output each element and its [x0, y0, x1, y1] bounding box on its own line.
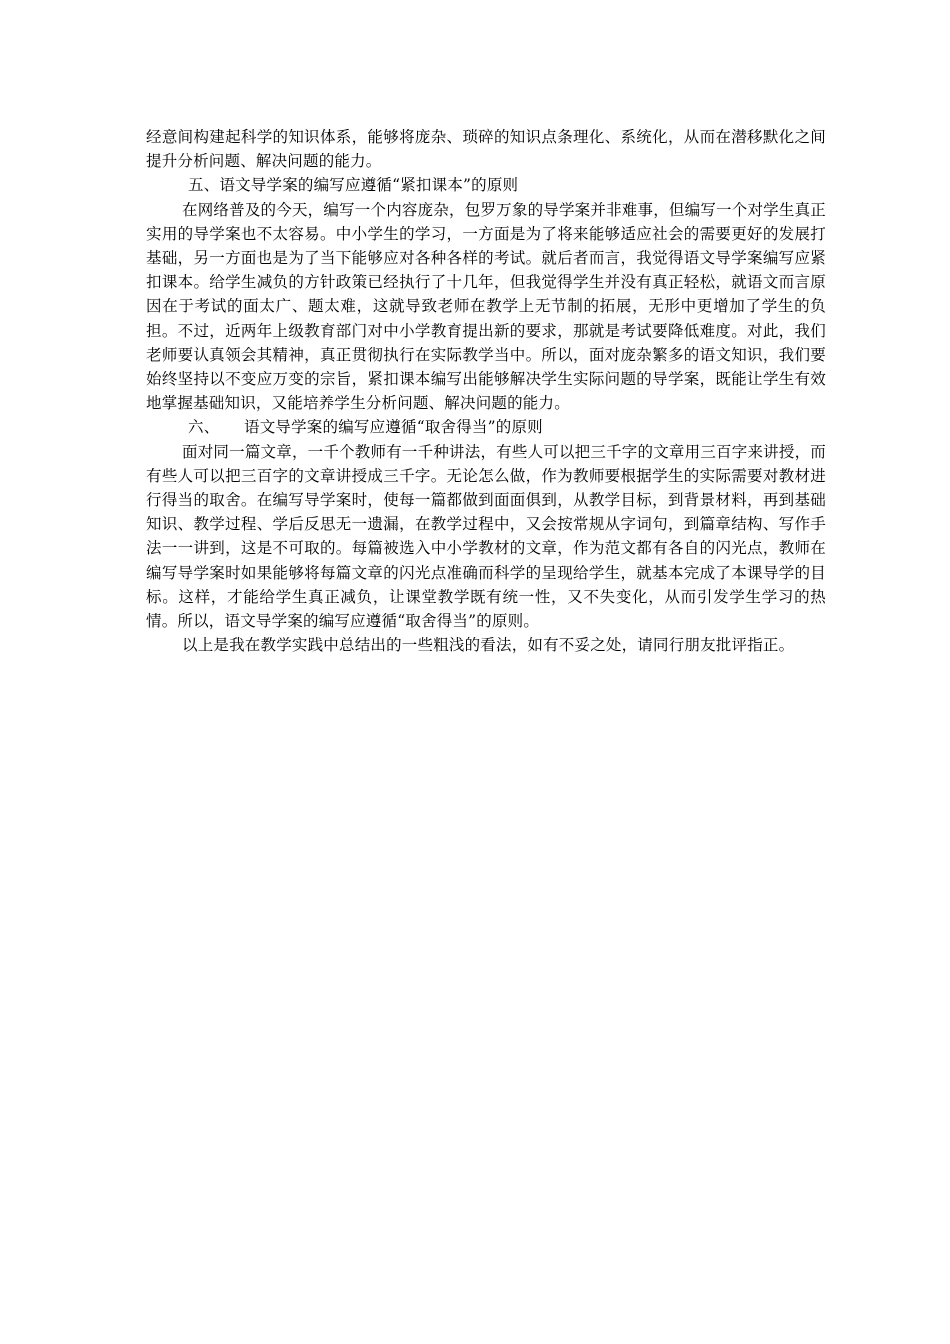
- paragraph-section-5: 在网络普及的今天，编写一个内容庞杂，包罗万象的导学案并非难事，但编写一个对学生真正实用的导学案也不太容易。中小学生的学习，一方面是为了将来能够适应社会的需要更好的发展打基础，另一方面也是为了当下能够应对各种各样的考试。就后者而言，我觉得语文导学案编写应紧扣课本。给学生减负的方针政策已经执行了十几年，但我觉得学生并没有真正轻松，就语文而言原因在于考试的面太广、题太难，这就导致老师在教学上无节制的拓展，无形中更增加了学生的负担。不过，近两年上级教育部门对中小学教育提出新的要求，那就是考试要降低难度。对此，我们老师要认真领会其精神，真正贯彻执行在实际教学当中。所以，面对庞杂繁多的语文知识，我们要始终坚持以不变应万变的宗旨，紧扣课本编写出能够解决学生实际问题的导学案，既能让学生有效地掌握基础知识，又能培养学生分析问题、解决问题的能力。: [146, 200, 826, 413]
- paragraph-continuation: 经意间构建起科学的知识体系，能够将庞杂、琐碎的知识点条理化、系统化，从而在潜移默化之间提升分析问题、解决问题的能力。: [146, 128, 826, 171]
- section-heading-6-text: 语文导学案的编写应遵循“取舍得当”的原则: [244, 418, 543, 437]
- paragraph-conclusion: 以上是我在教学实践中总结出的一些粗浅的看法，如有不妥之处，请同行朋友批评指正。: [182, 636, 795, 655]
- section-heading-6: [146, 415, 826, 439]
- section-heading-6-number: 六、: [188, 418, 220, 437]
- document-body: [146, 125, 826, 657]
- section-heading-5: 五、语文导学案的编写应遵循“紧扣课本”的原则: [188, 176, 519, 195]
- paragraph-section-6: 面对同一篇文章，一千个教师有一千种讲法，有些人可以把三千字的文章用三百字来讲授，而有些人可以把三百字的文章讲授成三千字。无论怎么做，作为教师要根据学生的实际需要对教材进行得当的取舍。在编写导学案时，使每一篇都做到面面俱到，从教学目标，到背景材料，再到基础知识、教学过程、学后反思无一遗漏，在教学过程中，又会按常规从字词句，到篇章结构、写作手法一一讲到，这是不可取的。每篇被选入中小学教材的文章，作为范文都有各自的闪光点，教师在编写导学案时如果能够将每篇文章的闪光点准确而科学的呈现给学生，就基本完成了本课导学的目标。这样，才能给学生真正减负，让课堂教学既有统一性，又不失变化，从而引发学生学习的热情。所以，语文导学案的编写应遵循“取舍得当”的原则。: [146, 442, 826, 631]
